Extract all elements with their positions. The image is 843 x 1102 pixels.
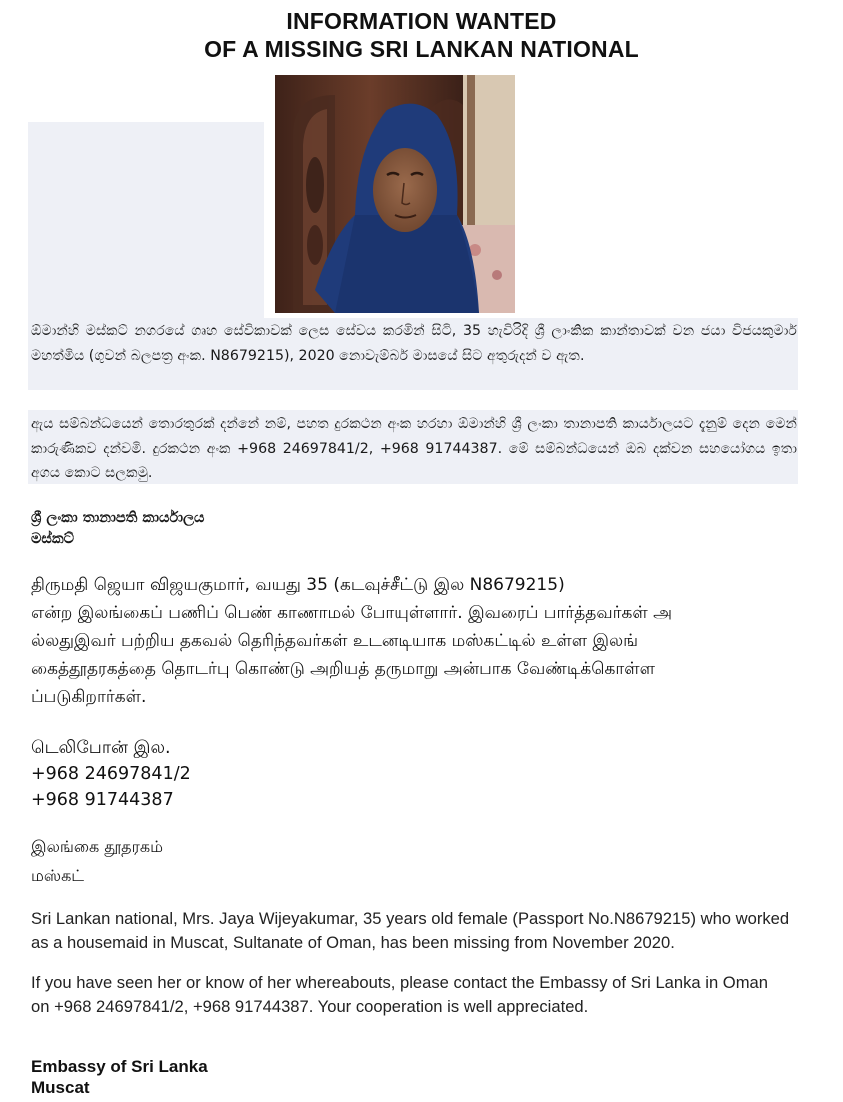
english-sign-line: Muscat <box>31 1078 90 1097</box>
sinhala-paragraph-2 <box>31 412 797 486</box>
tamil-line: என்ற இலங்கைப் பணிப் பெண் காணாமல் போயுள்ளார். இவரைப் பார்த்தவர்கள் அ <box>31 603 673 623</box>
tamil-line: ப்படுகிறார்கள். <box>31 687 147 707</box>
sinhala-paragraph-1 <box>31 319 797 368</box>
tamil-phone-label: டெலிபோன் இல. <box>31 738 171 758</box>
tamil-phone-block <box>31 735 191 813</box>
sinhala-signature <box>31 508 204 550</box>
english-paragraph-1: Sri Lankan national, Mrs. Jaya Wijeyakumar, 35 years old female (Passport No.N8679215) who worked as a housemaid in Muscat, Sultanate of Oman, has been missing from November 2020. <box>31 909 790 952</box>
tamil-line: கைத்தூதரகத்தை தொடர்பு கொண்டு அறியத் தருமாறு அன்பாக வேண்டிக்கொள்ள <box>31 659 655 679</box>
tamil-sign-line: இலங்கை தூதரகம் <box>31 837 163 856</box>
tamil-sign-line: மஸ்கட் <box>31 866 85 885</box>
sinhala-text: ඇය සම්බන්ධයෙන් තොරතුරක් දන්නේ නම්, පහත දුරකථන අංක හරහා ඕමාන්හි ශ්‍රී ලංකා තානාපති කාර්යාලයට දැනුම් දෙන මෙන් කාරුණිකව දන්වමි. දුරකථන අංක +968 24697841/2, +968 91744387. මේ සම්බන්ධයෙන් ඔබ දක්වන සහයෝගය ඉතා අගය කොට සලකමු. <box>31 416 797 481</box>
phone-number: +968 24697841/2 <box>31 764 191 784</box>
tamil-line: திருமதி ஜெயா விஜயகுமார், வயது 35 (கடவுச்சீட்டு இல N8679215) <box>31 575 565 595</box>
tamil-line: ல்லதுஇவர் பற்றிய தகவல் தெரிந்தவர்கள் உடனடியாக மஸ்கட்டில் உள்ள இலங் <box>31 631 639 651</box>
shade-block <box>28 122 264 318</box>
missing-person-photo <box>275 75 515 313</box>
tamil-signature <box>31 832 163 890</box>
sinhala-sign-line: ශ්‍රී ලංකා තානාපති කාර්යාලය <box>31 510 205 526</box>
english-signature <box>31 1056 208 1098</box>
tamil-paragraph <box>31 571 672 711</box>
phone-number: +968 91744387 <box>31 790 174 810</box>
english-paragraph-2: If you have seen her or know of her whereabouts, please contact the Embassy of Sri Lanka in Oman on +968 24697841/2, +968 91744387. Your cooperation is well appreciated. <box>31 973 768 1016</box>
page-subtitle: OF A MISSING SRI LANKAN NATIONAL <box>204 36 639 62</box>
page-title: INFORMATION WANTED <box>286 8 557 34</box>
sinhala-sign-line: මස්කට් <box>31 531 75 547</box>
sinhala-text: ඕමාන්හි මස්කට් නගරයේ ගෘහ සේවිකාවක් ලෙස සේවය කරමින් සිටි, 35 හැවිරිදි ශ්‍රී ලාංකික කාන්තාවක් වන ජයා විජයකුමාර් මහත්මිය (ගුවන් බලපත්‍ර අංක. N8679215), 2020 නොවැම්බර් මාසයේ සිට අතුරුදන් ව ඇත. <box>31 323 797 364</box>
english-sign-line: Embassy of Sri Lanka <box>31 1057 208 1076</box>
